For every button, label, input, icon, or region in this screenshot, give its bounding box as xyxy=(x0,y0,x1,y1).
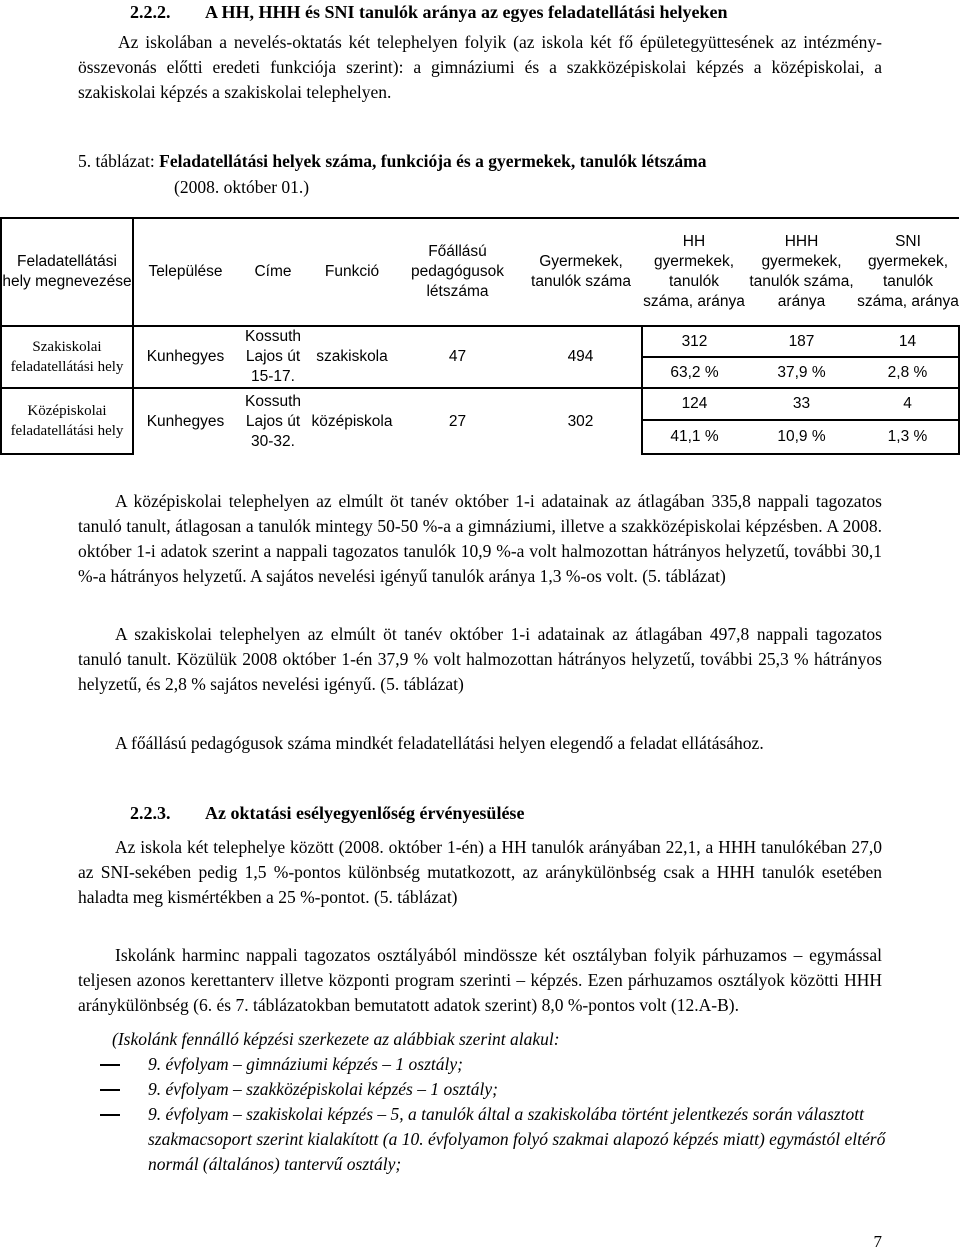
hh-count: 124 xyxy=(642,388,746,420)
row-teachers: 27 xyxy=(395,388,520,454)
section-title: A HH, HHH és SNI tanulók aránya az egyes feladatellátási helyeken xyxy=(205,2,728,22)
structure-list xyxy=(112,1027,892,1177)
hhh-pct: 10,9 % xyxy=(746,420,857,454)
header-cell: Címe xyxy=(237,218,309,326)
caption-prefix: 5. táblázat: xyxy=(78,151,160,171)
header-cell: Feladatellátási hely megnevezése xyxy=(1,218,133,326)
row-function: középiskola xyxy=(309,388,395,454)
list-item-text: 9. évfolyam – szakközépiskolai képzés – 1 osztály; xyxy=(148,1079,498,1099)
caption-title: Feladatellátási helyek száma, funkciója és a gyermekek, tanulók létszáma xyxy=(159,151,707,171)
subsection-title: Az oktatási esélyegyenlőség érvényesülése xyxy=(205,803,525,823)
row-students: 302 xyxy=(520,388,642,454)
section-heading xyxy=(130,2,728,23)
table-row xyxy=(1,326,959,357)
caption-date: (2008. október 01.) xyxy=(174,177,310,197)
intro-paragraph: Az iskolában a nevelés-oktatás két telephelyen folyik (az iskola két fő épületegyüttesének az intézmény-összevonás előtti eredeti funkciója szerint): a gimnáziumi és a szakközépiskolai képzés a középiskolai, a szakiskolai képzés a szakiskolai telephelyen. xyxy=(78,32,882,102)
row-students: 494 xyxy=(520,326,642,388)
subsection-number: 2.2.3. xyxy=(130,803,171,823)
dash-bullet-icon xyxy=(100,1064,120,1066)
row-town: Kunhegyes xyxy=(133,326,237,388)
paragraph-parallel-classes: Iskolánk harminc nappali tagozatos osztályából mindössze két osztályban folyik párhuzamos – egymással teljesen azonos kerettanterv illetve központi program szerinti – képzés. Ezen párhuzamos osztályok közötti HHH aránykülönbség (6. és 7. táblázatokban bemutatott adatok szerint) 8,0 %-pontos volt (12.A-B). xyxy=(78,945,882,1015)
row-address: Kossuth Lajos út 15-17. xyxy=(237,326,309,388)
header-cell: HH gyermekek, tanulók száma, aránya xyxy=(642,218,746,326)
sni-pct: 2,8 % xyxy=(857,357,959,388)
hhh-count: 187 xyxy=(746,326,857,357)
sni-pct: 1,3 % xyxy=(857,420,959,454)
hh-count: 312 xyxy=(642,326,746,357)
section-number: 2.2.2. xyxy=(130,2,171,22)
table-caption xyxy=(78,148,706,200)
list-item-text: 9. évfolyam – gimnáziumi képzés – 1 osztály; xyxy=(148,1054,463,1074)
page-number: 7 xyxy=(873,1232,882,1251)
table-row xyxy=(1,388,959,420)
list-item-text: 9. évfolyam – szakiskolai képzés – 5, a tanulók által a szakiskolába történt jelentkezés során választott szakmacsoport szerint kialakított (a 10. évfolyamon folyó szakmai alapozó képzés miatt) egymástól eltérő normál (általános) tantervű osztály; xyxy=(148,1104,886,1174)
hhh-pct: 37,9 % xyxy=(746,357,857,388)
hhh-count: 33 xyxy=(746,388,857,420)
row-name: Középiskolai feladatellátási hely xyxy=(1,388,133,454)
paragraph-secondary-site: A középiskolai telephelyen az elmúlt öt tanév október 1-i adatainak az átlagában 335,8 nappali tagozatos tanuló tanult, átlagosan a tanulók mintegy 50-50 %-a a gimnáziumi, illetve a szakközépiskolai képzésben. A 2008. október 1-i adatok szerint a nappali tagozatos tanulók 10,9 %-a volt halmozottan hátrányos helyzetű, további 30,1 %-a hátrányos helyzetű. A sajátos nevelési igényű tanulók aránya 1,3 %-os volt. (5. táblázat) xyxy=(78,491,882,586)
row-address: Kossuth Lajos út 30-32. xyxy=(237,388,309,454)
structure-intro: (Iskolánk fennálló képzési szerkezete az alábbiak szerint alakul: xyxy=(112,1029,560,1049)
data-table xyxy=(0,217,960,455)
header-cell: Települése xyxy=(133,218,237,326)
list-item xyxy=(112,1077,892,1102)
list-item xyxy=(112,1052,892,1077)
paragraph-sites-diff: Az iskola két telephelye között (2008. október 1-én) a HH tanulók arányában 22,1, a HHH tanulókéban 27,0 az SNI-sekében pedig 1,5 %-pontos különbség mutatkozott, az aránykülönbség csak a HHH tanulók esetében haladta meg kismértékben a 25 %-pontot. (5. táblázat) xyxy=(78,837,882,907)
sni-count: 14 xyxy=(857,326,959,357)
header-cell: SNI gyermekek, tanulók száma, aránya xyxy=(857,218,959,326)
paragraph-vocational-site: A szakiskolai telephelyen az elmúlt öt tanév október 1-i adatainak az átlagában 497,8 nappali tagozatos tanuló tanult. Közülük 2008 október 1-én 37,9 % volt halmozottan hátrányos helyzetű, további 25,3 % hátrányos helyzetű, és 2,8 % sajátos nevelési igényű. (5. táblázat) xyxy=(78,624,882,694)
header-cell: Gyermekek, tanulók száma xyxy=(520,218,642,326)
sni-count: 4 xyxy=(857,388,959,420)
dash-bullet-icon xyxy=(100,1114,120,1116)
subsection-heading xyxy=(130,803,524,824)
list-item xyxy=(112,1102,892,1177)
header-cell: Funkció xyxy=(309,218,395,326)
row-town: Kunhegyes xyxy=(133,388,237,454)
header-cell: HHH gyermekek, tanulók száma, aránya xyxy=(746,218,857,326)
row-teachers: 47 xyxy=(395,326,520,388)
row-name: Szakiskolai feladatellátási hely xyxy=(1,326,133,388)
hh-pct: 63,2 % xyxy=(642,357,746,388)
dash-bullet-icon xyxy=(100,1089,120,1091)
hh-pct: 41,1 % xyxy=(642,420,746,454)
header-cell: Főállású pedagógusok létszáma xyxy=(395,218,520,326)
paragraph-teachers: A főállású pedagógusok száma mindkét feladatellátási helyen elegendő a feladat ellátásához. xyxy=(115,733,764,753)
row-function: szakiskola xyxy=(309,326,395,388)
